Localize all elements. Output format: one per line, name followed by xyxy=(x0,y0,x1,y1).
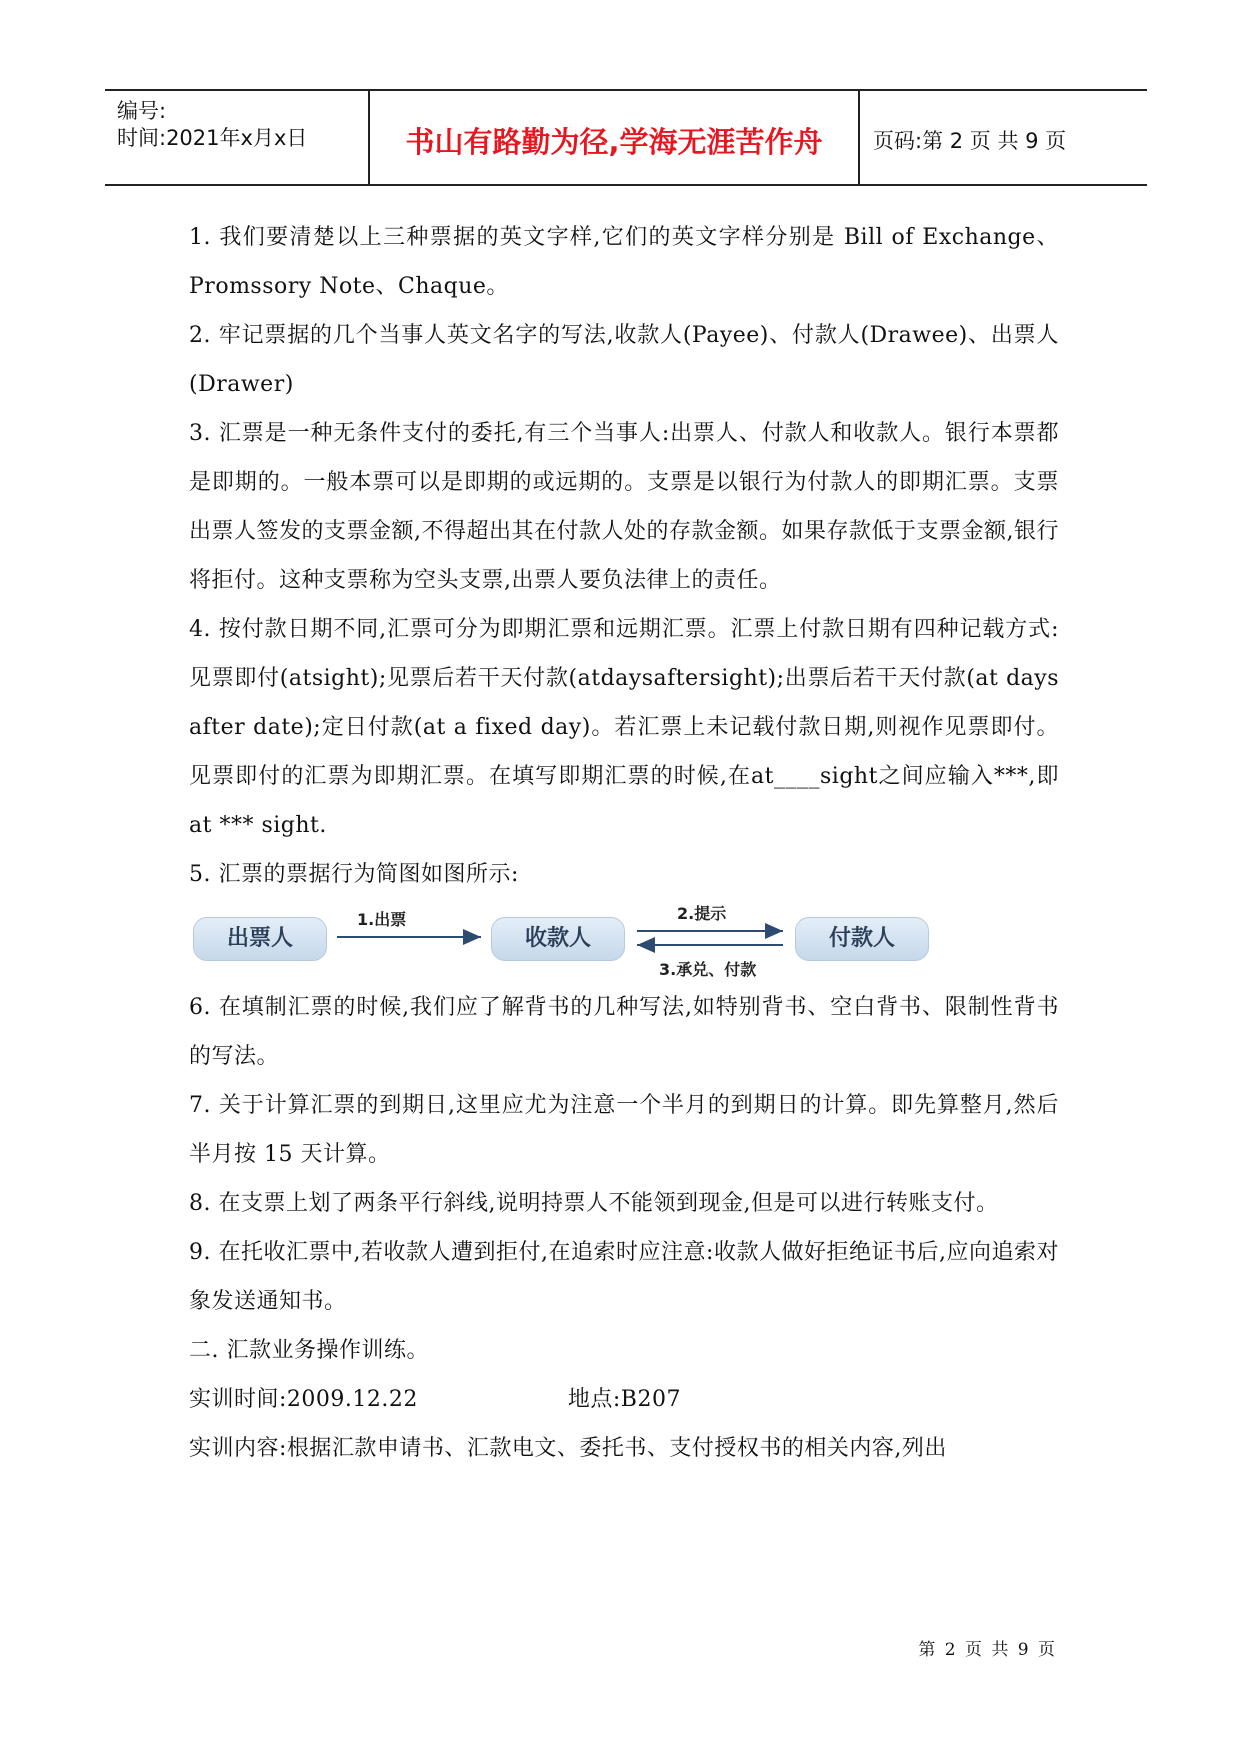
training-content: 实训内容:根据汇款申请书、汇款电文、委托书、支付授权书的相关内容,列出 xyxy=(189,1436,947,1461)
step1-label: 1.出票 xyxy=(357,910,407,929)
paragraph: 7. 关于计算汇票的到期日,这里应尤为注意一个半月的到期日的计算。即先算整月,然后半月按 15 天计算。 xyxy=(189,1093,1059,1167)
header-page-number: 页码:第 2 页 共 9 页 xyxy=(873,129,1067,153)
step2-label: 2.提示 xyxy=(677,904,727,923)
header-motto: 书山有路勤为径,学海无涯苦作舟 xyxy=(405,125,823,159)
document-date-label: 时间:2021年x月x日 xyxy=(117,126,308,150)
paragraph: 5. 汇票的票据行为简图如图所示: xyxy=(189,862,519,887)
bill-flow-diagram xyxy=(189,899,1059,983)
header-divider xyxy=(858,91,860,184)
document-body xyxy=(189,213,1059,1473)
training-time: 实训时间:2009.12.22 xyxy=(189,1387,418,1412)
drawer-box: 出票人 xyxy=(193,917,327,961)
paragraph: 4. 按付款日期不同,汇票可分为即期汇票和远期汇票。汇票上付款日期有四种记载方式:见票即付(atsight);见票后若干天付款(atdaysaftersight);出票后若干天付款(at days after date);定日付款(at a fixed day)。若汇票上未记载付款日期,则视作见票即付。见票即付的汇票为即期汇票。在填写即期汇票的时候,在at____sight之间应输入***,即 at *** sight. xyxy=(189,617,1059,838)
training-info xyxy=(189,1375,1059,1424)
paragraph: 2. 牢记票据的几个当事人英文名字的写法,收款人(Payee)、付款人(Drawee)、出票人(Drawer) xyxy=(189,323,1059,397)
step3-label: 3.承兑、付款 xyxy=(659,960,757,979)
page-header xyxy=(105,89,1147,186)
section-heading: 二. 汇款业务操作训练。 xyxy=(189,1338,429,1363)
drawee-box: 付款人 xyxy=(795,917,929,961)
paragraph: 9. 在托收汇票中,若收款人遭到拒付,在追索时应注意:收款人做好拒绝证书后,应向追索对象发送通知书。 xyxy=(189,1240,1059,1314)
document-number-label: 编号: xyxy=(117,99,167,123)
page-footer: 第 2 页 共 9 页 xyxy=(918,1640,1057,1660)
payee-box: 收款人 xyxy=(491,917,625,961)
paragraph: 3. 汇票是一种无条件支付的委托,有三个当事人:出票人、付款人和收款人。银行本票都是即期的。一般本票可以是即期的或远期的。支票是以银行为付款人的即期汇票。支票出票人签发的支票金额,不得超出其在付款人处的存款金额。如果存款低于支票金额,银行将拒付。这种支票称为空头支票,出票人要负法律上的责任。 xyxy=(189,421,1059,593)
training-place: 地点:B207 xyxy=(567,1387,681,1412)
paragraph: 1. 我们要清楚以上三种票据的英文字样,它们的英文字样分别是 Bill of Exchange、Promssory Note、Chaque。 xyxy=(189,225,1059,299)
paragraph: 8. 在支票上划了两条平行斜线,说明持票人不能领到现金,但是可以进行转账支付。 xyxy=(189,1191,999,1216)
diagram-arrows xyxy=(189,899,1059,983)
paragraph: 6. 在填制汇票的时候,我们应了解背书的几种写法,如特别背书、空白背书、限制性背书的写法。 xyxy=(189,995,1059,1069)
